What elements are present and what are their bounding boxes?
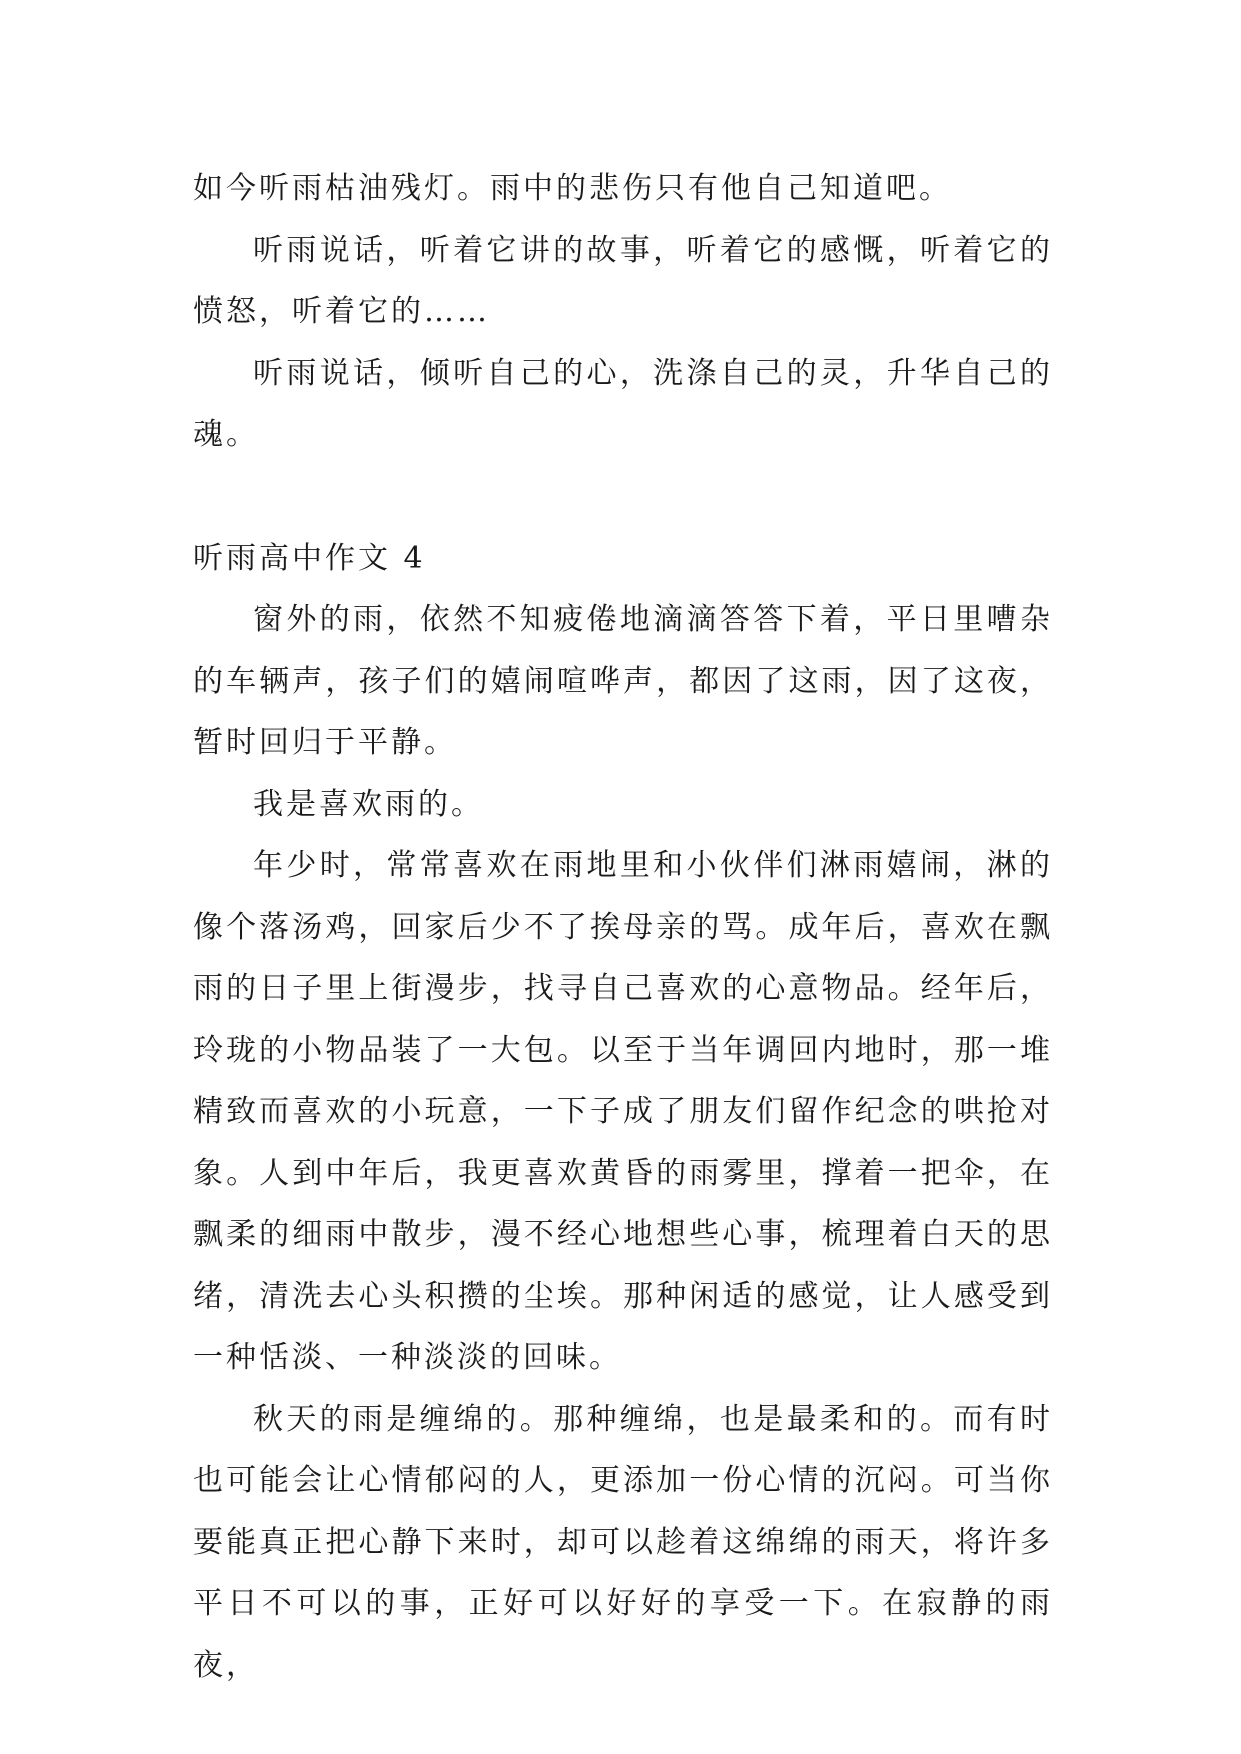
paragraph: 如今听雨枯油残灯。雨中的悲伤只有他自己知道吧。 bbox=[193, 171, 952, 206]
document-page bbox=[193, 158, 1053, 1696]
paragraph: 窗外的雨，依然不知疲倦地滴滴答答下着，平日里嘈杂的车辆声，孩子们的嬉闹喧哗声，都因了这雨，因了这夜，暂时回归于平静。 bbox=[193, 602, 1053, 760]
paragraph: 我是喜欢雨的。 bbox=[253, 786, 484, 822]
section-title: 听雨高中作文 4 bbox=[193, 540, 426, 576]
paragraph: 秋天的雨是缠绵的。那种缠绵，也是最柔和的。而有时也可能会让心情郁闷的人，更添加一份心情的沉闷。可当你要能真正把心静下来时，却可以趁着这绵绵的雨天，将许多平日不可以的事，正好可以好好的享受一下。在寂静的雨夜， bbox=[193, 1401, 1053, 1683]
paragraph: 年少时，常常喜欢在雨地里和小伙伴们淋雨嬉闹，淋的像个落汤鸡，回家后少不了挨母亲的骂。成年后，喜欢在飘雨的日子里上街漫步，找寻自己喜欢的心意物品。经年后，玲珑的小物品装了一大包。以至于当年调回内地时，那一堆精致而喜欢的小玩意，一下子成了朋友们留作纪念的哄抢对象。人到中年后，我更喜欢黄昏的雨雾里，撑着一把伞，在飘柔的细雨中散步，漫不经心地想些心事，梳理着白天的思绪，清洗去心头积攒的尘埃。那种闲适的感觉，让人感受到一种恬淡、一种淡淡的回味。 bbox=[193, 848, 1053, 1375]
paragraph: 听雨说话，听着它讲的故事，听着它的感慨，听着它的愤怒，听着它的…… bbox=[193, 232, 1053, 329]
paragraph: 听雨说话，倾听自己的心，洗涤自己的灵，升华自己的魂。 bbox=[193, 355, 1053, 452]
